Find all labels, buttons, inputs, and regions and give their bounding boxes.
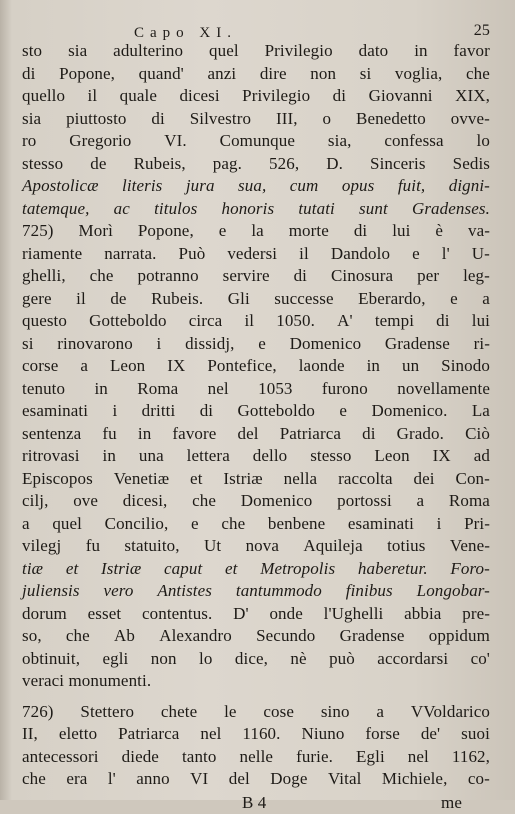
- page-text: [22, 24, 490, 814]
- text-line: di Popone, quand' anzi dire non si voglia, che: [22, 63, 490, 86]
- chapter-title: Capo XI.: [134, 22, 237, 45]
- text-line: riamente narrata. Può vedersi il Dandolo e l' U-: [22, 243, 490, 266]
- text-line: stesso de Rubeis, pag. 526, D. Sinceris Sedis: [22, 153, 490, 176]
- text-line: ro Gregorio VI. Comunque sia, confessa lo: [22, 130, 490, 153]
- page-number: 25: [474, 20, 490, 43]
- text-line: Episcopos Venetiæ et Istriæ nella raccolta dei Con-: [22, 468, 490, 491]
- text-line: ritrovasi in una lettera dello stesso Leon IX ad: [22, 445, 490, 468]
- text-line: quello il quale dicesi Privilegio di Giovanni XIX,: [22, 85, 490, 108]
- text-line: che era l' anno VI del Doge Vital Michiele, co-: [22, 768, 490, 791]
- catchword: me: [441, 792, 462, 814]
- text-line: so, che Ab Alexandro Secundo Gradense oppidum: [22, 625, 490, 648]
- text-line: esaminati i dritti di Gotteboldo e Domenico. La: [22, 400, 490, 423]
- text-line: si rinovarono i dissidj, e Domenico Gradense ri-: [22, 333, 490, 356]
- text-line: tenuto in Roma nel 1053 furono novellamente: [22, 378, 490, 401]
- text-line: veraci monumenti.: [22, 670, 490, 693]
- text-line: antecessori diede tanto nelle furie. Egli nel 1162,: [22, 746, 490, 769]
- text-line: cilj, ove dicesi, che Domenico portossi a Roma: [22, 490, 490, 513]
- text-line: juliensis vero Antistes tantummodo finibus Longobar-: [22, 580, 490, 603]
- text-line: sia piuttosto di Silvestro III, o Benedetto ovve-: [22, 108, 490, 131]
- text-line: gere il de Rubeis. Gli successe Eberardo, e a: [22, 288, 490, 311]
- text-line: tiæ et Istriæ caput et Metropolis haberetur. Foro-: [22, 558, 490, 581]
- text-line: a quel Concilio, e che benbene esaminati i Pri-: [22, 513, 490, 536]
- text-line: sto sia adulterino quel Privilegio dato in favor: [22, 40, 490, 63]
- signature-mark: B 4: [242, 792, 266, 814]
- text-line: vilegj fu statuito, Ut nova Aquileja totius Vene-: [22, 535, 490, 558]
- text-line: corse a Leon IX Pontefice, laonde in un Sinodo: [22, 355, 490, 378]
- text-line: II, eletto Patriarca nel 1160. Niuno forse de' suoi: [22, 723, 490, 746]
- text-line: obtinuit, egli non lo dice, nè può accordarsi co': [22, 648, 490, 671]
- text-line: dorum esset contentus. D' onde l'Ughelli abbia pre-: [22, 603, 490, 626]
- running-header: [22, 24, 490, 40]
- text-line: 725) Morì Popone, e la morte di lui è va-: [22, 220, 490, 243]
- text-line: tatemque, ac titulos honoris tutati sunt Gradenses.: [22, 198, 490, 221]
- text-line: sentenza fu in favore del Patriarca di Grado. Ciò: [22, 423, 490, 446]
- text-line: questo Gotteboldo circa il 1050. A' tempi di lui: [22, 310, 490, 333]
- page-footer: [22, 792, 490, 814]
- text-line: 726) Stettero chete le cose sino a VVoldarico: [22, 701, 490, 724]
- text-line: Apostolicæ literis jura sua, cum opus fuit, digni-: [22, 175, 490, 198]
- text-line: ghelli, che potranno servire di Cinosura per leg-: [22, 265, 490, 288]
